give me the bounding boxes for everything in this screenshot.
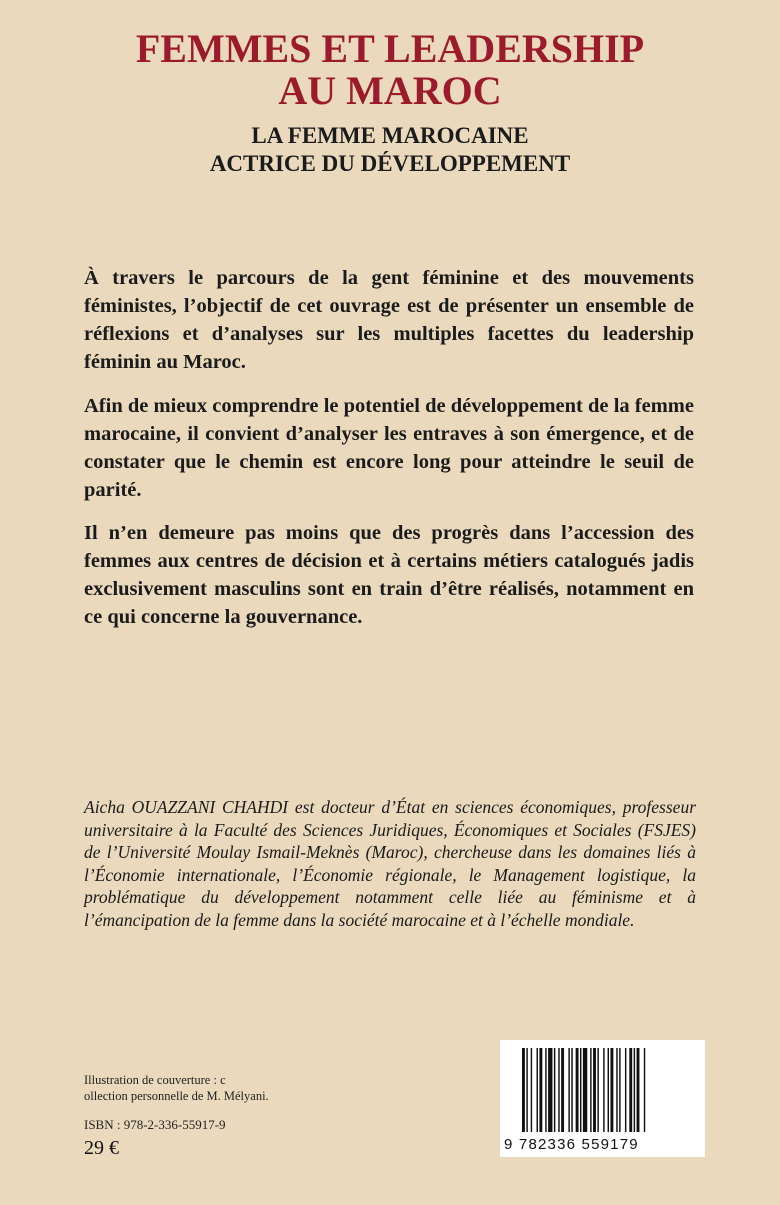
- title-line-2: AU MAROC: [278, 68, 502, 113]
- barcode-bar: [637, 1048, 640, 1132]
- barcode-bar: [610, 1048, 613, 1132]
- barcode-bar: [629, 1048, 632, 1132]
- subtitle-line-2: ACTRICE DU DÉVELOPPEMENT: [209, 151, 571, 176]
- subtitle-line-1: LA FEMME MAROCAINE: [251, 123, 529, 148]
- barcode-bar: [644, 1048, 645, 1132]
- barcode-bar: [558, 1048, 559, 1132]
- isbn-text: ISBN : 978-2-336-55917-9: [84, 1117, 226, 1132]
- barcode-bar: [597, 1048, 598, 1132]
- barcode-bar: [590, 1048, 591, 1132]
- barcode-bar: [580, 1048, 581, 1132]
- author-bio: [84, 796, 696, 931]
- barcode-bar: [554, 1048, 555, 1132]
- barcode-bars: [500, 1040, 705, 1136]
- barcode-bar: [571, 1048, 572, 1132]
- barcode-bar: [619, 1048, 620, 1132]
- cover-illustration-credit: [84, 1072, 269, 1104]
- barcode-bar: [526, 1048, 527, 1132]
- blurb-paragraph-3: Il n’en demeure pas moins que des progrès dans l’accession des femmes aux centres de décision et à certains métiers catalogués jadis exclusivement masculins sont en train d’être réalisés, notamment en ce qui concerne la gouvernance.: [84, 522, 694, 628]
- credit-line-2: ollection personnelle de M. Mélyani.: [84, 1089, 269, 1103]
- barcode-bar: [608, 1048, 609, 1132]
- barcode: [500, 1040, 705, 1157]
- blurb-paragraph-1: À travers le parcours de la gent féminine et des mouvements féministes, l’objectif de cet ouvrage est de présenter un ensemble de réflexions et d’analyses sur les multiples facettes du leadership féminin au Maroc.: [84, 267, 694, 373]
- credit-line-1: Illustration de couverture : c: [84, 1073, 226, 1087]
- barcode-bar: [634, 1048, 635, 1132]
- barcode-bar: [537, 1048, 538, 1132]
- barcode-bar: [603, 1048, 604, 1132]
- book-subtitle: [0, 122, 780, 178]
- barcode-digits: 9 782336 559179: [504, 1136, 639, 1153]
- barcode-bar: [625, 1048, 626, 1132]
- author-name: Aicha OUAZZANI CHAHDI: [84, 797, 289, 817]
- barcode-bar: [583, 1048, 587, 1132]
- blurb-paragraph-2: Afin de mieux comprendre le potentiel de développement de la femme marocaine, il convient d’analyser les entraves à son émergence, et de constater que le chemin est encore long pour atteindre le seuil de parité.: [84, 395, 694, 501]
- barcode-bar: [576, 1048, 579, 1132]
- barcode-bar: [548, 1048, 552, 1132]
- book-title: [0, 28, 780, 112]
- barcode-bar: [561, 1048, 564, 1132]
- author-bio-text: est docteur d’État en sciences économiques, professeur universitaire à la Faculté des Sciences Juridiques, Économiques et Sociales (FSJES) de l’Université Moulay Ismail-Meknès (Maroc), chercheuse dans les domaines liés à l’Économie internationale, l’Économie régionale, le Management logistique, la problématique du développement notamment celle liée au féminisme et à l’émancipation de la femme dans la société marocaine et à l’échelle mondiale.: [84, 797, 697, 930]
- barcode-bar: [568, 1048, 569, 1132]
- barcode-bar: [593, 1048, 596, 1132]
- barcode-bar: [545, 1048, 546, 1132]
- price-text: 29 €: [84, 1137, 119, 1159]
- barcode-bar: [616, 1048, 617, 1132]
- barcode-bar: [539, 1048, 542, 1132]
- barcode-bar: [531, 1048, 532, 1132]
- title-line-1: FEMMES ET LEADERSHIP: [135, 26, 645, 71]
- barcode-bar: [522, 1048, 525, 1132]
